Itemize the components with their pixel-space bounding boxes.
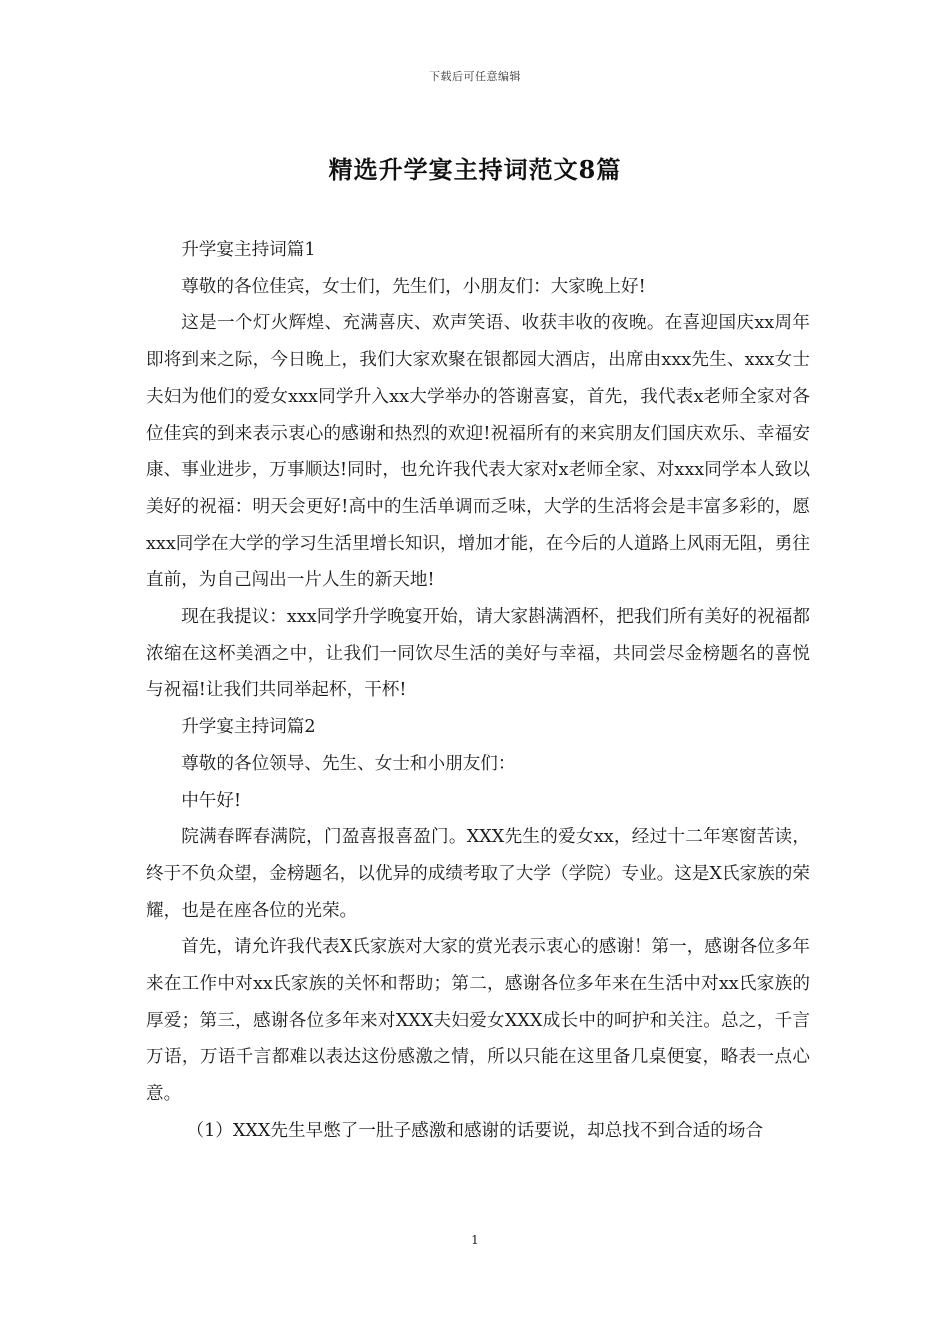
paragraph: 院满春晖春满院，门盈喜报喜盈门。XXX先生的爱女xx，经过十二年寒窗苦读，终于不负众望，金榜题名，以优异的成绩考取了大学（学院）专业。这是X氏家族的荣耀，也是在座各位的光荣。 (146, 827, 810, 921)
document-title: 精选升学宴主持词范文8篇 (328, 155, 622, 184)
page-number: 1 (471, 1233, 479, 1247)
paragraph: 首先，请允许我代表X氏家族对大家的赏光表示衷心的感谢！第一，感谢各位多年来在工作中对xx氏家族的关怀和帮助；第二，感谢各位多年来在生活中对xx氏家族的厚爱；第三，感谢各位多年来对XXX夫妇爱女XXX成长中的呵护和关注。总之，千言万语，万语千言都难以表达这份感激之情，所以只能在这里备几桌便宴，略表一点心意。 (146, 937, 810, 1105)
paragraph: （1）XXX先生早憋了一肚子感激和感谢的话要说，却总找不到合适的场合 (186, 1120, 764, 1141)
paragraph: 这是一个灯火辉煌、充满喜庆、欢声笑语、收获丰收的夜晚。在喜迎国庆xx周年即将到来之际，今日晚上，我们大家欢聚在银都园大酒店，出席由xxx先生、xxx女士夫妇为他们的爱女xxx同学升入xx大学举办的答谢喜宴，首先，我代表x老师全家对各位佳宾的到来表示衷心的感谢和热烈的欢迎!祝福所有的来宾朋友们国庆欢乐、幸福安康、事业进步，万事顺达!同时，也允许我代表大家对x老师全家、对xxx同学本人致以美好的祝福：明天会更好!高中的生活单调而乏味，大学的生活将会是丰富多彩的，愿xxx同学在大学的学习生活里增长知识，增加才能，在今后的人道路上风雨无阻，勇往直前，为自己闯出一片人生的新天地! (146, 313, 810, 591)
paragraph: 中午好! (181, 790, 242, 811)
paragraph: 尊敬的各位佳宾，女士们，先生们，小朋友们：大家晚上好! (181, 276, 646, 297)
document-body (146, 232, 810, 1150)
paragraph: 现在我提议：xxx同学升学晚宴开始，请大家斟满酒杯，把我们所有美好的祝福都浓缩在这杯美酒之中，让我们一同饮尽生活的美好与幸福，共同尝尽金榜题名的喜悦与祝福!让我们共同举起杯，干杯! (146, 607, 810, 701)
header-note: 下载后可任意编辑 (429, 70, 521, 83)
section-heading: 升学宴主持词篇1 (181, 240, 316, 260)
section-heading: 升学宴主持词篇2 (181, 717, 316, 738)
paragraph: 尊敬的各位领导、先生、女士和小朋友们： (181, 753, 516, 774)
